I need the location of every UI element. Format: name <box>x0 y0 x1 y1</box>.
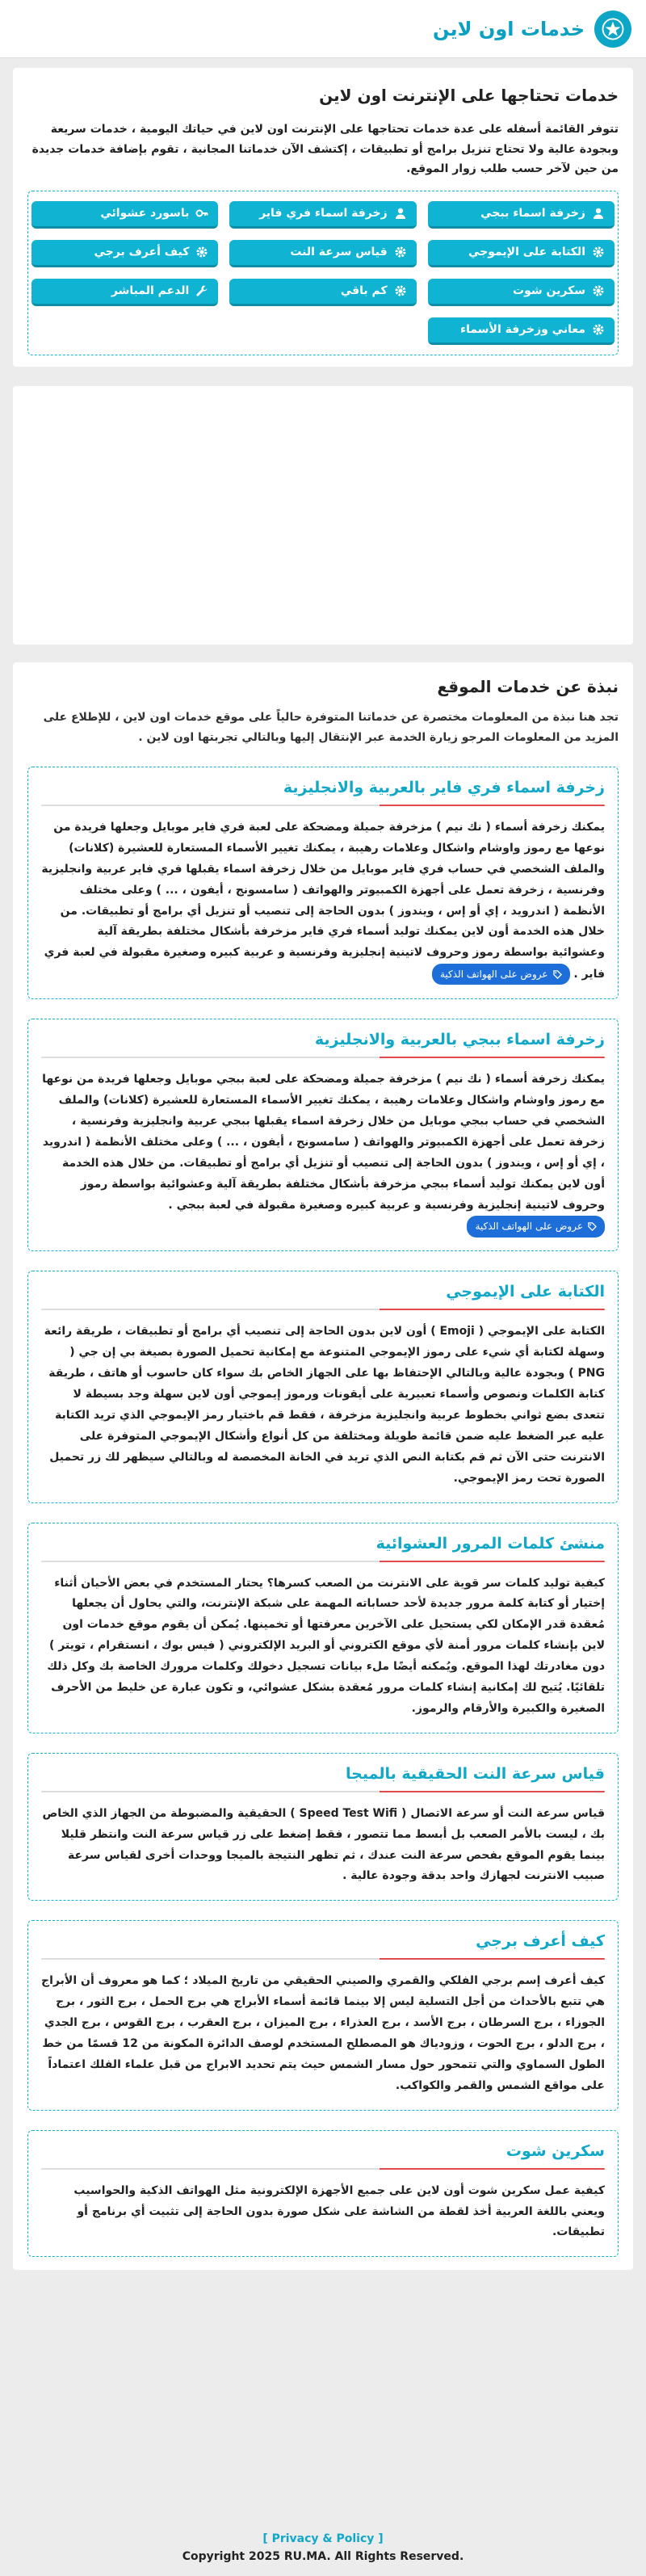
gear-icon <box>592 284 605 297</box>
offers-pill[interactable] <box>467 1216 605 1237</box>
about-title: نبذة عن خدمات الموقع <box>437 677 619 696</box>
services-button-grid <box>27 191 619 355</box>
services-intro: تتوفر القائمة أسفله على عدة خدمات تحتاجها على الإنترنت اون لاين في حياتك اليومية ، خدمات سريعة وبجودة عالية ولا تحتاج تنزيل برامج أو تطبيقات ، إكتشف الآن خدماتنا المجانية ، تقوم بإضافة خدمات جديدة من حين لآخر حسب طلب زوار الموقع. <box>31 123 619 175</box>
section-title[interactable]: كيف أعرف برجي <box>476 1932 605 1951</box>
service-button-label: زخرفة اسماء فري فاير <box>259 207 388 220</box>
section-title[interactable]: سكرين شوت <box>505 2141 605 2160</box>
service-button-screenshot[interactable] <box>428 279 615 306</box>
section-text: الكتابة على الإيموجي ( Emoji ) أون لاين بدون الحاجة إلى تنصيب أي برامج أو تطبيقات ، طريقة رائعة وسهلة لكتابة أي شيء على رموز الإيموجي المتنوعة مع إمكانية تحميل الصورة بصيغة بي إن جي ( PNG ) وبجودة عالية وبالتالي الإحتفاظ بها على الجهاز الخاص بك سواء كان حاسوب أو هاتف ، طريقة كتابة الكلمات ونصوص وأسماء تعبيرية على أيقونات ورموز إيموجي أون لاين سهلة وجد بسيطة لا تتعدى بضع ثواني بخطوط عربية وانجليزية مزخرفة ، فقط قم باختيار رمز الإيموجي الذي تريد الكتابة عليه عبر الضغط عليه ضمن قائمة طويلة ومختلفة من كل أنواع وأشكال الإيموجي المتوفرة على الانترنت حتى الآن ثم قم بكتابة النص الذي تريد في الخانة المخصصة له وبالتالي سيظهر لك زر تحميل الصورة تحت رمز الإيموجي. <box>44 1325 605 1485</box>
service-button-live-support[interactable] <box>31 279 218 306</box>
service-button-label: معاني وزخرفة الأسماء <box>459 323 585 336</box>
offers-pill-label: عروض على الهواتف الذكية <box>475 1221 583 1233</box>
privacy-policy-link[interactable]: [ Privacy & Policy ] <box>262 2532 384 2545</box>
section-title[interactable]: قياس سرعة النت الحقيقية بالميجا <box>346 1764 605 1783</box>
service-button-label: الدعم المباشر <box>111 284 190 297</box>
star-logo-icon[interactable] <box>594 11 631 48</box>
section-divider <box>41 1309 605 1310</box>
gear-icon <box>592 323 605 336</box>
site-footer <box>0 2515 646 2576</box>
service-button-horoscope[interactable] <box>31 240 218 267</box>
service-button-name-meanings[interactable] <box>428 317 615 345</box>
section-speed-test <box>27 1753 619 1902</box>
section-freefire <box>27 767 619 999</box>
services-card <box>13 68 633 367</box>
wrench-icon <box>195 284 208 297</box>
section-password <box>27 1523 619 1733</box>
service-button-label: الكتابة على الإيموجي <box>468 246 585 258</box>
site-title[interactable]: خدمات اون لاين <box>433 17 585 40</box>
about-intro: تجد هنا نبذة من المعلومات مختصرة عن خدماتنا المتوفرة حالياً على موقع خدمات اون لاين ، للإطلاع على المزيد من المعلومات المرجو زيارة الخدمة عبر الإنتقال إليها وبالتالي تجربتها اون لاين . <box>43 711 619 744</box>
ad-placeholder <box>13 386 633 645</box>
section-title[interactable]: زخرفة اسماء فري فاير بالعربية والانجليزية <box>283 779 605 796</box>
gear-icon <box>592 246 605 258</box>
tag-icon <box>588 1222 597 1231</box>
section-text: كيفية عمل سكرين شوت أون لاين على جميع الأجهزة الإلكترونية مثل الهواتف الذكية والحواسيب ويعني باللغة العربية أخذ لقطة من الشاشة على شكل صورة بدون الحاجة إلى تثبيت أي برنامج أو تطبيقات. <box>73 2183 605 2239</box>
section-title[interactable]: الكتابة على الإيموجي <box>446 1283 605 1301</box>
site-header <box>0 0 646 58</box>
service-button-label: سكرين شوت <box>513 284 585 297</box>
service-button-label: قياس سرعة النت <box>290 246 388 258</box>
section-text: كيف أعرف إسم برجي الفلكي والقمري والصيني الحقيقي من تاريخ الميلاد ؛ كما هو معروف أن الأبراج هي تتبع بالأحداث من أجل التسلية ليس إلا بينما قائمة أسماء الأبراج هي برج الحمل ، برج الثور ، برج الجوزاء ، برج السرطان ، برج الأسد ، برج العذراء ، برج الميزان ، برج العقرب ، برج القوس ، برج الجدي ، برج الدلو ، برج الحوت ، وزودياك هو المصطلح المستخدم لوصف الدائرة المكونة من 12 قسمًا من خط الطول السماوي والتي تتمحور حول مسار الشمس حيث يتم تحديد الابراج من قبل علماء الفلك اعتماداً على مواقع الشمس والقمر والكواكب. <box>41 1974 605 2092</box>
section-text-body: يمكنك زخرفة أسماء ( نك نيم ) مزخرفة جميلة ومضحكة على لعبة فري فاير موبايل وجعلها فريدة من نوعها مع رموز واوشام واشكال وعلامات رهيبة ، يمكنك تغيير الأسماء المستعارة للعشيرة (كلانات) والملف الشخصي في حساب فري فاير موبايل من خلال زخرفة اسماء يقبلها فري فاير عربية وانجليزية وفرنسية ، زخرفة تعمل على أجهزة الكمبيوتر والهواتف ( سامسونج ، أيفون ، ... ) وعلى مختلف الأنظمة ( اندرويد ، إي أو إس ، ويندوز ) بدون الحاجة إلى تنصيب أو تنزيل أي برامج أو تطبيقات. من خلال هذه الخدمة أون لاين يمكنك توليد أسماء فري فاير مزخرفة بأشكال مختلفة بطريقة آلية وعشوائية بواسطة رموز وحروف لاتينية إنجليزية وفرنسية و عربية كبيره وصغيرة مقبولة في لعبة فري فاير . <box>41 821 605 981</box>
service-button-label: كم باقي <box>340 284 388 297</box>
service-button-label: باسورد عشوائي <box>100 207 190 220</box>
section-text: كيفية توليد كلمات سر قوية على الانترنت من الصعب كسرها؟ يحتار المستخدم في بعض الأحيان أثناء إختيار أو كتابة كلمة مرور جديدة لأحد حساباته المهمة على شبكة الإنترنت، والتي يحاول أن يجعلها مُعقدة قدر الإمكان لكي يستحيل على الآخرين معرفتها أو تخمينها. يُمكن أن يقوم موقع خدمات اون لاين بإنشاء كلمات مرور أمنة لأي موقع الكتروني أو البريد الإلكتروني ( فيس بوك ، انستقرام ، تويتر ) دون مغادرتك لهذا الموقع. ويُمكنه أيضًا ملء بيانات تسجيل دخولك وكلمات مرورك الخاصة بك وكل ذلك تلقائيًا. يُتيح لك إمكانية إنشاء كلمات مرور مُعقدة بشكل عشوائي، و تكون عبارة عن خليط من الأحرف الصغيرة والكبيرة والأرقام والرموز. <box>47 1576 605 1715</box>
service-button-random-password[interactable] <box>31 201 218 229</box>
service-button-speed-test[interactable] <box>229 240 416 267</box>
section-divider <box>41 1958 605 1960</box>
section-pubg <box>27 1019 619 1251</box>
gear-icon <box>195 246 208 258</box>
section-text <box>41 1069 605 1238</box>
section-text-body: يمكنك زخرفة أسماء ( نك نيم ) مزخرفة جميلة ومضحكة على لعبة ببجي موبايل وجعلها فريدة من نوعها مع رموز واوشام واشكال وعلامات رهيبة ، يمكنك تغيير الأسماء المستعارة للعشيرة (كلانات) والملف الشخصي في حساب ببجي موبايل من خلال زخرفة اسماء يقبلها ببجي عربية وانجليزية وفرنسية ، زخرفة تعمل على أجهزة الكمبيوتر والهواتف ( سامسونج ، أيفون ، ... ) وعلى مختلف الأنظمة ( اندرويد ، إي أو إس ، ويندوز ) بدون الحاجة إلى تنصيب أو تنزيل أي برامج أو تطبيقات. من خلال هذه الخدمة أون لاين يمكنك توليد أسماء ببجي مزخرفة بأشكال مختلفة بطريقة آلية وعشوائية بواسطة رموز وحروف لاتينية إنجليزية وفرنسية و عربية كبيره وصغيرة مقبولة في لعبة ببجي . <box>42 1073 605 1212</box>
key-icon <box>195 207 208 220</box>
section-divider <box>41 1561 605 1562</box>
user-icon <box>592 207 605 220</box>
section-divider <box>41 805 605 806</box>
service-button-label: كيف أعرف برجي <box>94 246 190 258</box>
service-button-emoji-writing[interactable] <box>428 240 615 267</box>
gear-icon <box>394 284 407 297</box>
section-divider <box>41 2168 605 2170</box>
section-emoji <box>27 1271 619 1502</box>
section-text: قياس سرعة النت أو سرعة الاتصال ( Speed Test Wifi ) الحقيقية والمضبوطة من الجهاز الذي الخاص بك ، ليست بالأمر الصعب بل أبسط مما تتصور ، فقط إضغط على زر قياس سرعة النت وانتظر قليلا بينما يقوم الموقع بفحص سرعة النت عندك ، ثم تظهر النتيجة بالميجا ووحدات أخرى لقياس سرعة صبيب الانترنت لجهازك واحد بدقة وجودة عالية . <box>42 1806 605 1883</box>
section-divider <box>41 1057 605 1058</box>
service-button-countdown[interactable] <box>229 279 416 306</box>
gear-icon <box>394 246 407 258</box>
service-button-label: زخرفة اسماء ببجي <box>480 207 585 220</box>
service-button-pubg-names[interactable] <box>428 201 615 229</box>
offers-pill[interactable] <box>432 964 570 985</box>
offers-pill-label: عروض على الهواتف الذكية <box>439 969 548 981</box>
service-button-freefire-names[interactable] <box>229 201 416 229</box>
section-title[interactable]: منشئ كلمات المرور العشوائية <box>375 1534 605 1553</box>
section-divider <box>41 1791 605 1792</box>
user-icon <box>394 207 407 220</box>
section-title[interactable]: زخرفة اسماء ببجي بالعربية والانجليزية <box>314 1031 605 1049</box>
section-text <box>41 817 605 985</box>
section-screenshot <box>27 2130 619 2258</box>
copyright-text: Copyright 2025 RU.MA. All Rights Reserved. <box>182 2550 464 2563</box>
services-title: خدمات تحتاجها على الإنترنت اون لاين <box>319 86 619 105</box>
tag-icon <box>553 970 562 979</box>
section-horoscope <box>27 1920 619 2110</box>
about-card <box>13 662 633 2270</box>
